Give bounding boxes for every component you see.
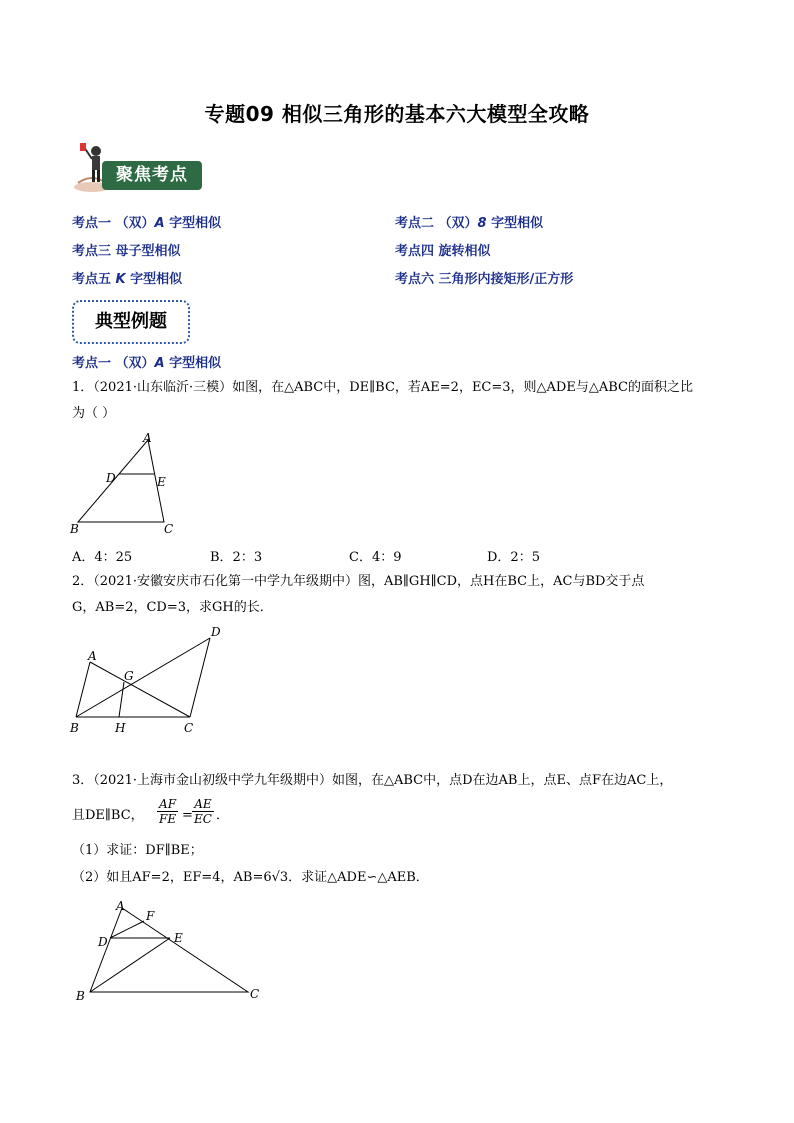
q3-fraction-af-fe: $\frac{AF}{FE}$ (159, 797, 177, 826)
q2-label-h: H (115, 721, 126, 735)
q1-figure (68, 430, 198, 540)
q3-label-b: B (76, 989, 85, 1003)
q2-label-d: D (211, 625, 221, 639)
q1-option-b[interactable]: B．2：3 (210, 550, 263, 565)
section-heading: 典型例题 (72, 300, 190, 344)
q3-part2: （2）如且AF=2，EF=4，AB=6√3．求证△ADE∽△AEB． (72, 870, 429, 885)
q1-option-c[interactable]: C．4：9 (349, 550, 402, 565)
q2-label-b: B (70, 721, 79, 735)
q2-line1: 2．（2021·安徽安庆市石化第一中学九年级期中）图，AB∥GH∥CD，点H在BC上，AC与BD交于点 (72, 574, 645, 589)
banner-label: 聚焦考点 (102, 161, 202, 190)
q1-label-e: E (157, 475, 166, 489)
q1-option-d[interactable]: D．2：5 (487, 550, 540, 565)
q3-label-e: E (174, 931, 183, 945)
toc-item-2[interactable]: 考点二 （双）8 字型相似 (395, 216, 544, 231)
focus-banner (72, 143, 204, 193)
q3-label-d: D (98, 935, 108, 949)
q2-label-a: A (88, 649, 97, 663)
q3-part1: （1）求证：DF∥BE； (72, 843, 203, 858)
toc-item-3[interactable]: 考点三 母子型相似 (72, 244, 181, 259)
toc-item-5[interactable]: 考点五 K 字型相似 (72, 272, 183, 287)
q1-label-a: A (143, 431, 152, 445)
subheading: 考点一 （双）A 字型相似 (72, 356, 222, 371)
page-title: 专题09 相似三角形的基本六大模型全攻略 (204, 102, 590, 126)
q1-label-d: D (106, 471, 116, 485)
q3-line2-pre: 且DE∥BC， (72, 808, 144, 823)
q3-label-a: A (116, 899, 125, 913)
q2-figure (68, 622, 238, 737)
q1-line2: 为（ ） (72, 406, 116, 421)
q3-label-f: F (146, 909, 155, 923)
q3-fraction-ae-ec: $\frac{AE}{EC}$ (194, 797, 212, 826)
toc-item-6[interactable]: 考点六 三角形内接矩形/正方形 (395, 272, 574, 287)
q2-line2: G，AB=2，CD=3，求GH的长． (72, 600, 273, 615)
q1-option-a[interactable]: A．4：25 (72, 550, 133, 565)
q2-label-g: G (124, 669, 134, 683)
q3-line1: 3．（2021·上海市金山初级中学九年级期中）如图，在△ABC中，点D在边AB上，点E、点F在边AC上， (72, 773, 673, 788)
q3-label-c: C (250, 987, 260, 1001)
q1-label-c: C (164, 522, 174, 536)
q3-line2-post: ． (216, 808, 230, 823)
q1-line1: 1．（2021·山东临沂·三模）如图，在△ABC中，DE∥BC，若AE=2，EC=3，则△ADE与△ABC的面积之比 (72, 380, 693, 395)
q1-label-b: B (70, 522, 79, 536)
q2-label-c: C (184, 721, 194, 735)
toc-item-4[interactable]: 考点四 旋转相似 (395, 244, 491, 259)
toc-item-1[interactable]: 考点一 （双）A 字型相似 (72, 216, 222, 231)
q3-equals: = (182, 808, 193, 823)
q3-figure (74, 896, 274, 1006)
